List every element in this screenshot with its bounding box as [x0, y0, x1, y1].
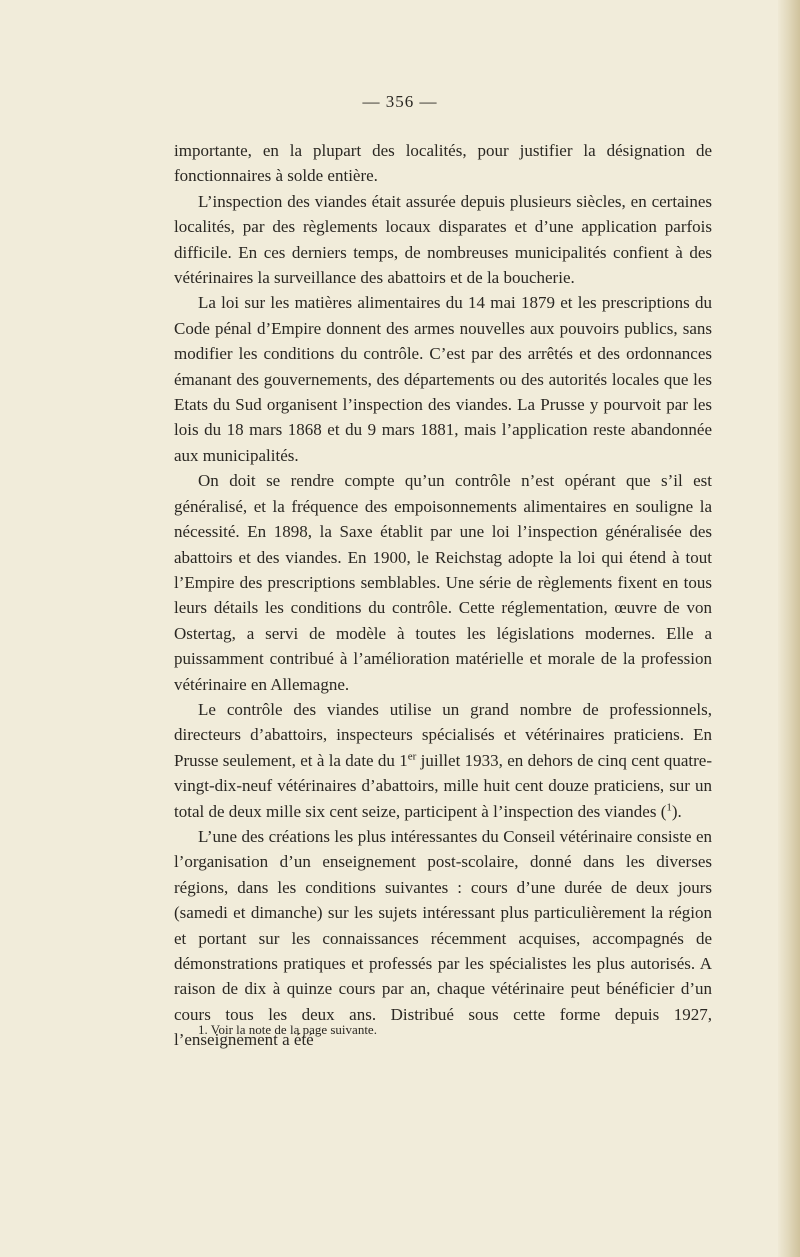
paragraph-2: L’inspection des viandes était assurée depuis plusieurs siècles, en certaines localités, par des règlements locaux disparates et d’une application parfois difficile. En ces derniers temps, de nombreuses municipalités confient à des vétérinaires la surveillance des abattoirs et de la boucherie. — [174, 191, 712, 288]
paragraph-6: L’une des créations les plus intéressantes du Conseil vétérinaire consiste en l’organisation d’un enseignement post-scolaire, donné dans les diverses régions, dans les conditions suivantes : cours d’une durée de deux jours (samedi et dimanche) sur les sujets intéressant plus particulièrement la région et portant sur les connaissances récemment acquises, accompagnés de démonstrations pratiques et professés par les spécialistes les plus autorisés. A raison de dix à quinze cours par an, chaque vétérinaire peut bénéficier d’un cours tous les deux ans. Distribué sous cette forme depuis 1927, l’enseignement a été — [174, 826, 712, 1050]
paragraph-4: On doit se rendre compte qu’un contrôle n’est opérant que s’il est généralisé, et la fréquence des empoisonnements alimentaires en souligne la nécessité. En 1898, la Saxe établit par une loi l’inspection généralisée des abattoirs et des viandes. En 1900, le Reichstag adopte la loi qui étend à tout l’Empire des prescriptions semblables. Une série de règlements fixent en tous leurs détails les conditions du contrôle. Cette réglementation, œuvre de von Ostertag, a servi de modèle à toutes les législations modernes. Elle a puissamment contribué à l’amélioration matérielle et morale de la profession vétérinaire en Allemagne. — [174, 471, 712, 694]
paragraph-1: importante, en la plupart des localités, pour justifier la désignation de fonctionnaires à solde entière. — [174, 141, 712, 186]
paragraph-5 — [174, 697, 712, 824]
footnote: 1. Voir la note de la page suivante. — [198, 1022, 377, 1037]
page-edge-shadow — [778, 0, 800, 1257]
ordinal-superscript: er — [407, 750, 417, 763]
paragraph-5-text-b: juillet 1933, en dehors de cinq cent quatre-vingt-dix-neuf vétérinaires d’abattoirs, mille huit cent douze praticiens, sur un total de deux mille six cent seize, participent à l’inspection des viandes ( — [174, 750, 712, 821]
paragraph-5-text-c: ). — [671, 801, 682, 821]
footnote-reference: 1 — [666, 800, 672, 813]
body-text — [174, 138, 712, 1053]
paragraph-5-text-a: Le contrôle des viandes utilise un grand nombre de professionnels, directeurs d’abattoirs, inspecteurs spécialisés et vétérinaires praticiens. En Prusse seulement, et à la date du 1 — [174, 699, 712, 770]
page-number: — 356 — — [362, 92, 438, 111]
paragraph-3: La loi sur les matières alimentaires du 14 mai 1879 et les prescriptions du Code pénal d’Empire donnent des armes nouvelles aux pouvoirs publics, sans modifier les conditions du contrôle. C’est par des arrêtés et des ordonnances émanant des gouvernements, des départements ou des autorités locales que les Etats du Sud organisent l’inspection des viandes. La Prusse y pourvoit par les lois du 18 mars 1868 et du 9 mars 1881, mais l’application reste abandonnée aux municipalités. — [174, 293, 712, 465]
